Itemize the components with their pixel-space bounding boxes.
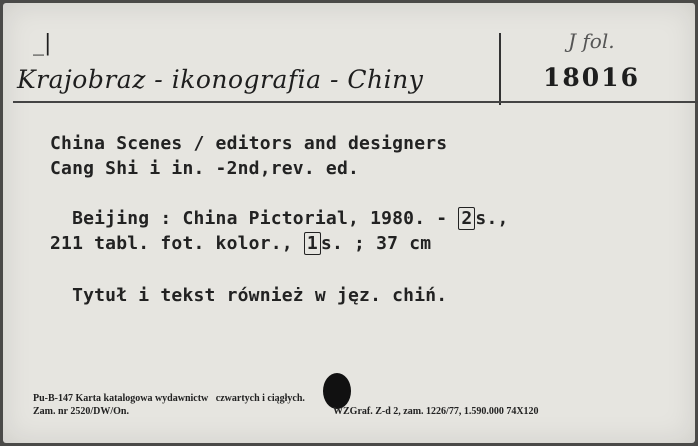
footer-printer-info: WZGraf. Z-d 2, zam. 1226/77, 1.590.000 74X120 <box>333 406 539 417</box>
publication-line-1: Beijing : China Pictorial, 1980. - 2 s., <box>50 208 509 229</box>
bracketed-pages: 2 <box>458 207 475 230</box>
punch-hole <box>323 373 351 409</box>
title-line: China Scenes / editors and designers <box>50 133 448 154</box>
catalog-number: 18016 <box>543 63 640 92</box>
footer-order-number: Zam. nr 2520/DW/On. <box>33 406 129 417</box>
edition-line: Cang Shi i in. -2nd,rev. ed. <box>50 158 360 179</box>
vertical-divider <box>499 33 501 105</box>
hand-mark: _| <box>33 31 52 56</box>
horizontal-divider <box>13 101 698 103</box>
handwritten-subject-heading: Krajobraz - ikonografia - Chiny <box>17 65 424 94</box>
bracketed-leaf: 1 <box>304 232 321 255</box>
handwritten-format-code: J fol. <box>568 29 615 53</box>
publication-line-2: 211 tabl. fot. kolor., 1 s. ; 37 cm <box>50 233 432 254</box>
catalog-card <box>3 3 695 443</box>
footer-form-line: Pu-B-147 Karta katalogowa wydawnictw czwartych i ciągłych. <box>33 393 305 404</box>
language-note: Tytuł i tekst również w jęz. chiń. <box>50 285 448 306</box>
